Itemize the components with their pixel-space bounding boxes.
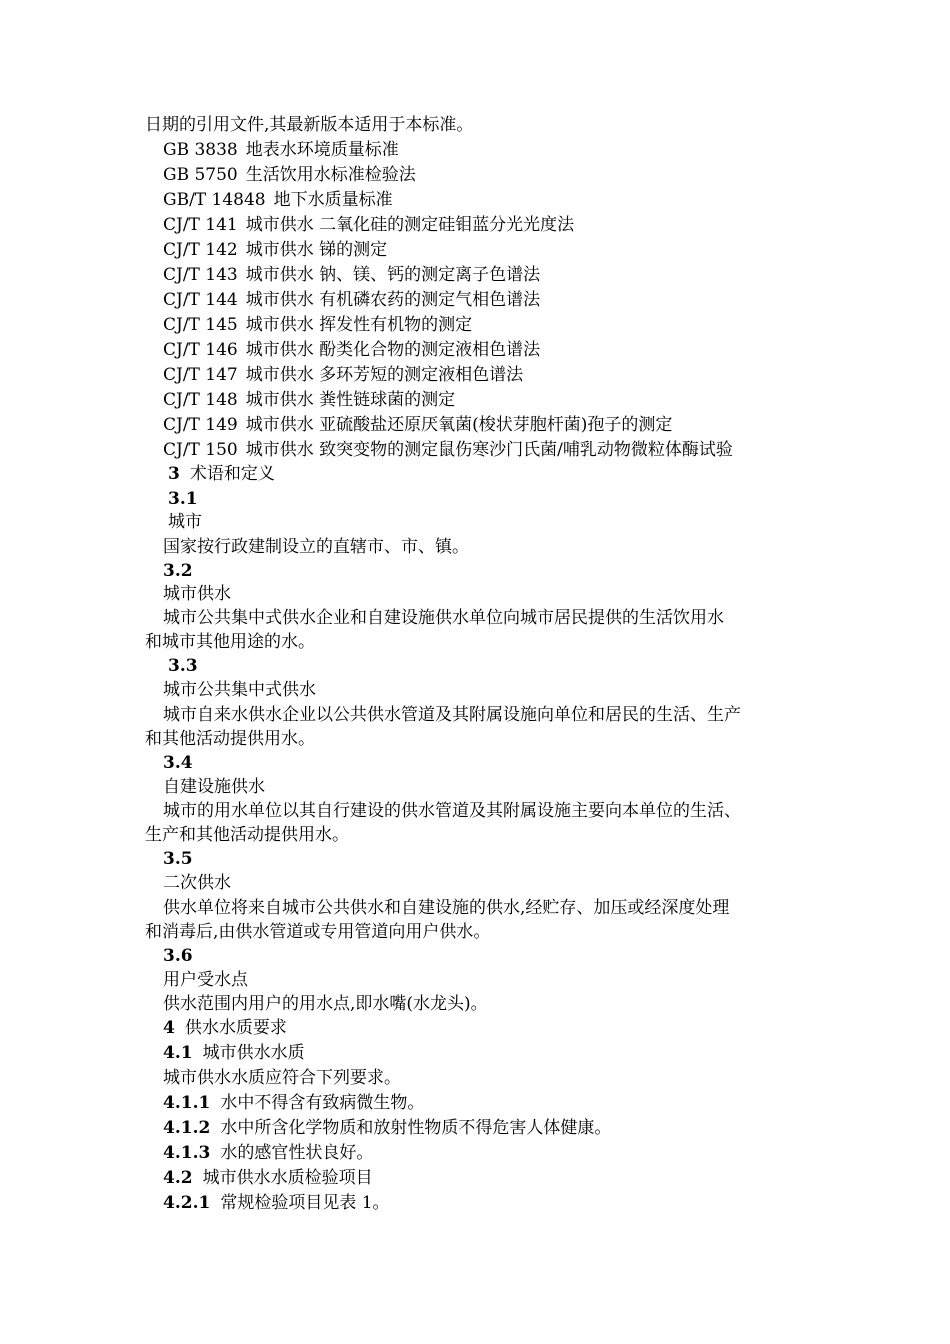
subsection-number: 4.2 xyxy=(163,1168,193,1188)
reference-item xyxy=(163,263,843,287)
reference-item xyxy=(163,313,843,337)
section-number: 3 xyxy=(168,464,180,484)
reference-code: CJ/T 149 xyxy=(163,415,238,435)
reference-code: CJ/T 142 xyxy=(163,240,238,260)
term-name: 城市公共集中式供水 xyxy=(163,680,316,700)
section-number: 4 xyxy=(163,1018,175,1038)
subsection-title: 城市供水水质检验项目 xyxy=(202,1168,373,1188)
section-title: 供水水质要求 xyxy=(184,1018,287,1038)
term-definition: 供水范围内用户的用水点,即水嘴(水龙头)。 xyxy=(163,994,488,1014)
section-3-heading xyxy=(168,462,848,486)
term-definition: 城市公共集中式供水企业和自建设施供水单位向城市居民提供的生活饮用水 xyxy=(163,608,724,628)
term-definition-cont: 生产和其他活动提供用水。 xyxy=(145,825,349,845)
reference-code: CJ/T 145 xyxy=(163,315,238,335)
section-4-heading xyxy=(163,1016,843,1040)
reference-title: 城市供水 多环芳短的测定液相色谱法 xyxy=(245,365,524,385)
term-name: 二次供水 xyxy=(163,873,231,893)
term-definition: 国家按行政建制设立的直辖市、市、镇。 xyxy=(163,537,469,557)
clause-4-1-1 xyxy=(163,1091,843,1115)
term-definition: 供水单位将来自城市公共供水和自建设施的供水,经贮存、加压或经深度处理 xyxy=(163,898,730,918)
paragraph-text: 城市供水水质应符合下列要求。 xyxy=(163,1068,401,1088)
clause-number: 4.1.2 xyxy=(163,1118,211,1138)
intro-text: 日期的引用文件,其最新版本适用于本标准。 xyxy=(145,115,474,135)
term-number: 3.4 xyxy=(163,753,193,773)
term-definition: 城市自来水供水企业以公共供水管道及其附属设施向单位和居民的生活、生产 xyxy=(163,705,741,725)
term-definition-cont: 和其他活动提供用水。 xyxy=(145,729,315,749)
reference-item xyxy=(163,138,843,162)
reference-code: GB 3838 xyxy=(163,140,238,160)
reference-item xyxy=(163,238,843,262)
clause-4-1-3 xyxy=(163,1141,843,1165)
clause-text: 水中不得含有致病微生物。 xyxy=(220,1093,425,1113)
clause-text: 水的感官性状良好。 xyxy=(220,1143,374,1163)
clause-4-2-1 xyxy=(163,1191,843,1215)
clause-text: 常规检验项目见表 1。 xyxy=(220,1193,390,1213)
term-number: 3.2 xyxy=(163,561,193,581)
reference-code: CJ/T 143 xyxy=(163,265,238,285)
section-title: 术语和定义 xyxy=(189,464,275,484)
subsection-4-2 xyxy=(163,1166,843,1190)
reference-code: CJ/T 147 xyxy=(163,365,238,385)
term-name: 城市供水 xyxy=(163,584,231,604)
reference-title: 城市供水 粪性链球菌的测定 xyxy=(245,390,456,410)
reference-item xyxy=(163,288,843,312)
reference-code: CJ/T 146 xyxy=(163,340,238,360)
term-definition-cont: 和消毒后,由供水管道或专用管道向用户供水。 xyxy=(145,922,491,942)
reference-title: 城市供水 致突变物的测定鼠伤寒沙门氏菌/哺乳动物微粒体酶试验 xyxy=(245,440,733,460)
reference-item xyxy=(163,413,843,437)
subsection-4-1 xyxy=(163,1041,843,1065)
reference-title: 生活饮用水标准检验法 xyxy=(245,165,416,185)
reference-title: 城市供水 酚类化合物的测定液相色谱法 xyxy=(245,340,541,360)
reference-item xyxy=(163,438,843,462)
reference-item xyxy=(163,163,843,187)
term-number: 3.3 xyxy=(168,656,198,676)
term-name: 城市 xyxy=(168,512,202,532)
subsection-number: 4.1 xyxy=(163,1043,193,1063)
term-name: 用户受水点 xyxy=(163,970,248,990)
term-name: 自建设施供水 xyxy=(163,777,265,797)
reference-title: 地下水质量标准 xyxy=(273,190,393,210)
reference-item xyxy=(163,363,843,387)
reference-code: CJ/T 141 xyxy=(163,215,238,235)
term-definition-cont: 和城市其他用途的水。 xyxy=(145,632,315,652)
subsection-title: 城市供水水质 xyxy=(202,1043,305,1063)
reference-title: 城市供水 挥发性有机物的测定 xyxy=(245,315,473,335)
reference-title: 城市供水 锑的测定 xyxy=(245,240,388,260)
term-number: 3.1 xyxy=(168,489,198,509)
reference-item xyxy=(163,388,843,412)
clause-number: 4.2.1 xyxy=(163,1193,211,1213)
reference-item xyxy=(163,188,843,212)
reference-code: GB 5750 xyxy=(163,165,238,185)
clause-number: 4.1.3 xyxy=(163,1143,211,1163)
term-number: 3.5 xyxy=(163,849,193,869)
term-definition: 城市的用水单位以其自行建设的供水管道及其附属设施主要向本单位的生活、 xyxy=(163,801,741,821)
reference-code: CJ/T 148 xyxy=(163,390,238,410)
reference-title: 城市供水 有机磷农药的测定气相色谱法 xyxy=(245,290,541,310)
reference-code: GB/T 14848 xyxy=(163,190,266,210)
reference-title: 城市供水 二氧化硅的测定硅钼蓝分光光度法 xyxy=(245,215,575,235)
reference-code: CJ/T 144 xyxy=(163,290,238,310)
reference-item xyxy=(163,338,843,362)
reference-code: CJ/T 150 xyxy=(163,440,238,460)
reference-title: 地表水环境质量标准 xyxy=(245,140,399,160)
reference-title: 城市供水 亚硫酸盐还原厌氧菌(梭状芽胞杆菌)孢子的测定 xyxy=(245,415,673,435)
term-number: 3.6 xyxy=(163,946,193,966)
clause-4-1-2 xyxy=(163,1116,843,1140)
clause-number: 4.1.1 xyxy=(163,1093,211,1113)
reference-title: 城市供水 钠、镁、钙的测定离子色谱法 xyxy=(245,265,541,285)
reference-item xyxy=(163,213,843,237)
clause-text: 水中所含化学物质和放射性物质不得危害人体健康。 xyxy=(220,1118,612,1138)
